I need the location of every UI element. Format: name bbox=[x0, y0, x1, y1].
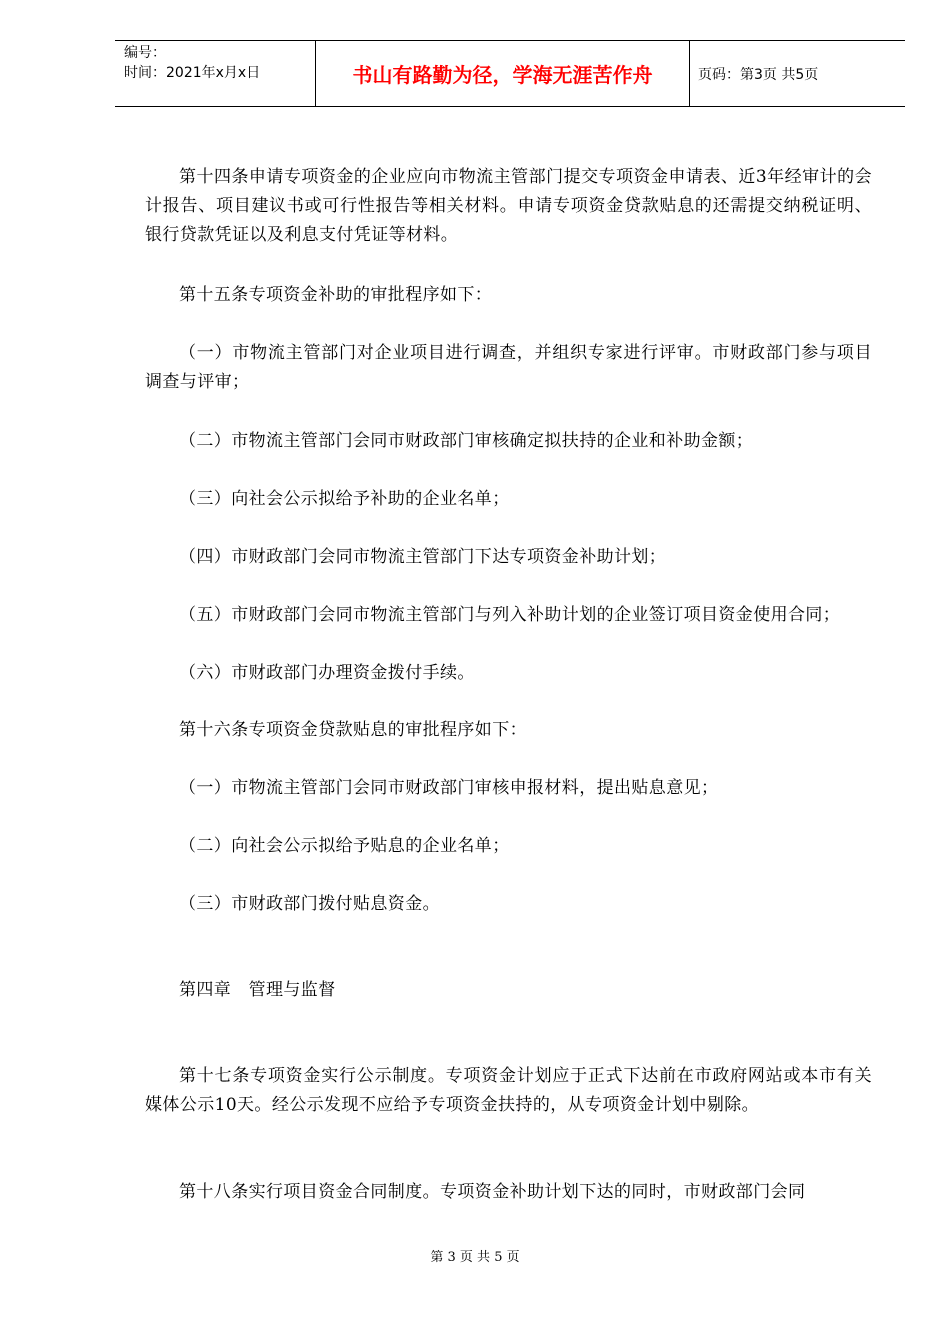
page-footer: 第 3 页 共 5 页 bbox=[430, 1250, 520, 1265]
paragraph-item: （三）市财政部门拨付贴息资金。 bbox=[179, 894, 440, 914]
paragraph-item: （一）市物流主管部门会同市财政部门审核申报材料，提出贴息意见； bbox=[179, 778, 719, 798]
document-body bbox=[145, 163, 872, 1207]
paragraph-article-16: 第十六条专项资金贷款贴息的审批程序如下： bbox=[179, 720, 527, 740]
paragraph-item: （六）市财政部门办理资金拨付手续。 bbox=[179, 663, 475, 683]
paragraph-article-15: 第十五条专项资金补助的审批程序如下： bbox=[179, 285, 493, 305]
paragraph-item: （二）市物流主管部门会同市财政部门审核确定拟扶持的企业和补助金额； bbox=[179, 431, 754, 451]
paragraph-article-17: 第十七条专项资金实行公示制度。专项资金计划应于正式下达前在市政府网站或本市有关媒体公示10天。经公示发现不应给予专项资金扶持的，从专项资金计划中剔除。 bbox=[145, 1066, 872, 1115]
time-label: 时间：2021年x月x日 bbox=[124, 65, 261, 81]
page-header bbox=[115, 40, 905, 107]
paragraph-article-14: 第十四条申请专项资金的企业应向市物流主管部门提交专项资金申请表、近3年经审计的会计报告、项目建议书或可行性报告等相关材料。申请专项资金贷款贴息的还需提交纳税证明、银行贷款凭证以及利息支付凭证等材料。 bbox=[145, 167, 872, 245]
serial-label: 编号： bbox=[124, 45, 166, 61]
paragraph-item: （一）市物流主管部门对企业项目进行调查，并组织专家进行评审。市财政部门参与项目调查与评审； bbox=[145, 343, 872, 392]
paragraph-item: （四）市财政部门会同市物流主管部门下达专项资金补助计划； bbox=[179, 547, 667, 567]
chapter-heading: 第四章 管理与监督 bbox=[179, 980, 336, 1000]
header-meta bbox=[115, 41, 316, 106]
header-motto: 书山有路勤为径，学海无涯苦作舟 bbox=[316, 41, 690, 106]
paragraph-item: （三）向社会公示拟给予补助的企业名单； bbox=[179, 489, 510, 509]
paragraph-item: （二）向社会公示拟给予贴息的企业名单； bbox=[179, 836, 510, 856]
paragraph-item: （五）市财政部门会同市物流主管部门与列入补助计划的企业签订项目资金使用合同； bbox=[179, 605, 841, 625]
header-page-number: 页码：第3页 共5页 bbox=[698, 66, 819, 83]
paragraph-article-18: 第十八条实行项目资金合同制度。专项资金补助计划下达的同时，市财政部门会同 bbox=[179, 1182, 806, 1202]
